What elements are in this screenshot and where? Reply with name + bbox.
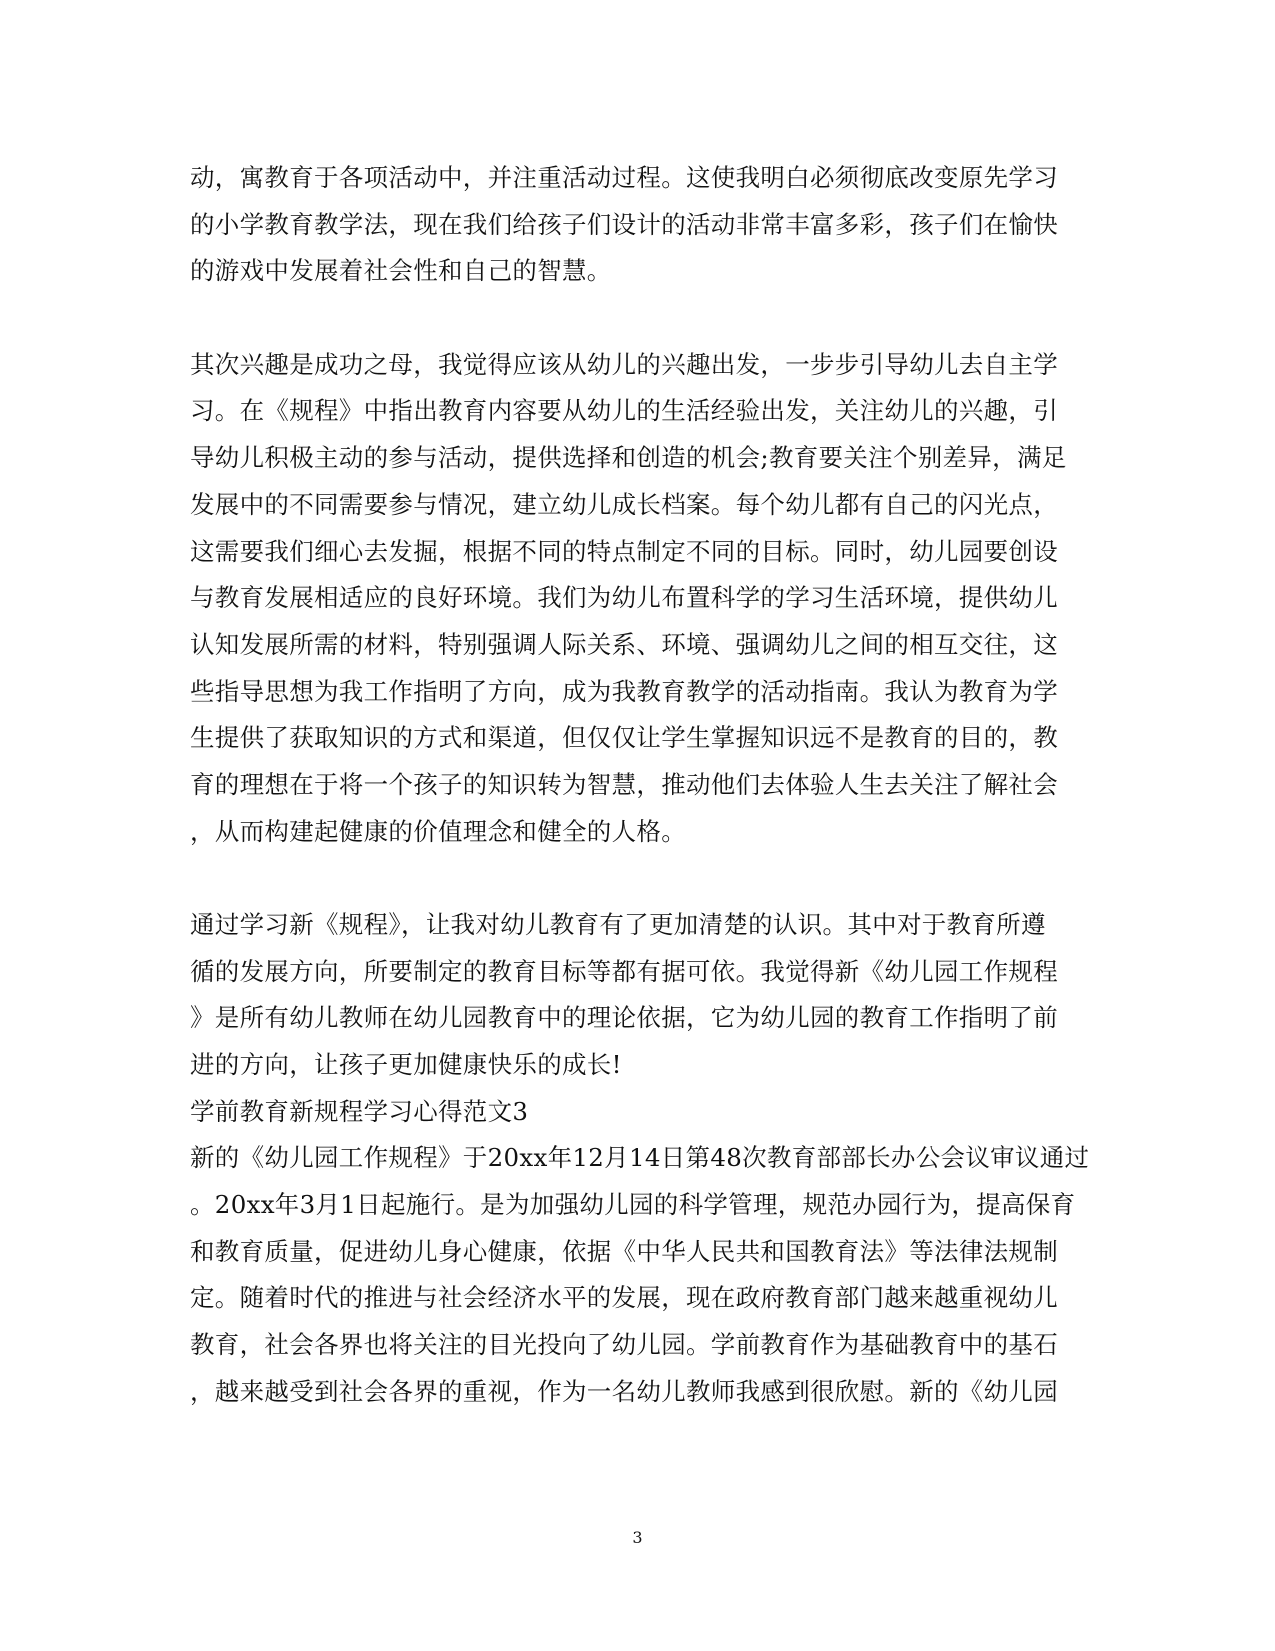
text-line: 。20xx年3月1日起施行。是为加强幼儿园的科学管理，规范办园行为，提高保育 [190,1190,1076,1219]
text-line: 教育，社会各界也将关注的目光投向了幼儿园。学前教育作为基础教育中的基石 [190,1330,1058,1359]
section-heading: 学前教育新规程学习心得范文3 [190,1097,529,1126]
text-line: 这需要我们细心去发掘，根据不同的特点制定不同的目标。同时，幼儿园要创设 [190,537,1058,566]
page-number: 3 [632,1528,643,1547]
text-line: 生提供了获取知识的方式和渠道，但仅仅让学生掌握知识远不是教育的目的，教 [190,723,1058,752]
text-line: ，从而构建起健康的价值理念和健全的人格。 [190,817,686,846]
text-line: 新的《幼儿园工作规程》于20xx年12月14日第48次教育部部长办公会议审议通过 [190,1143,1090,1172]
text-line: 》是所有幼儿教师在幼儿园教育中的理论依据，它为幼儿园的教育工作指明了前 [190,1003,1058,1032]
text-line: 定。随着时代的推进与社会经济水平的发展，现在政府教育部门越来越重视幼儿 [190,1283,1058,1312]
text-line: 些指导思想为我工作指明了方向，成为我教育教学的活动指南。我认为教育为学 [190,677,1058,706]
text-line: 习。在《规程》中指出教育内容要从幼儿的生活经验出发，关注幼儿的兴趣，引 [190,396,1058,425]
text-line: 通过学习新《规程》，让我对幼儿教育有了更加清楚的认识。其中对于教育所遵 [190,910,1046,939]
text-line: 的游戏中发展着社会性和自己的智慧。 [190,256,612,285]
text-line: 其次兴趣是成功之母，我觉得应该从幼儿的兴趣出发，一步步引导幼儿去自主学 [190,350,1058,379]
text-line: 和教育质量，促进幼儿身心健康，依据《中华人民共和国教育法》等法律法规制 [190,1237,1058,1266]
text-line: ，越来越受到社会各界的重视，作为一名幼儿教师我感到很欣慰。新的《幼儿园 [190,1377,1058,1406]
text-line: 循的发展方向，所要制定的教育目标等都有据可依。我觉得新《幼儿园工作规程 [190,957,1058,986]
text-line: 导幼儿积极主动的参与活动，提供选择和创造的机会;教育要关注个别差异，满足 [190,443,1067,472]
text-line: 认知发展所需的材料，特别强调人际关系、环境、强调幼儿之间的相互交往，这 [190,630,1058,659]
text-line: 与教育发展相适应的良好环境。我们为幼儿布置科学的学习生活环境，提供幼儿 [190,583,1058,612]
text-line: 进的方向，让孩子更加健康快乐的成长! [190,1050,622,1079]
text-line: 动，寓教育于各项活动中，并注重活动过程。这使我明白必须彻底改变原先学习 [190,163,1058,192]
text-line: 的小学教育教学法，现在我们给孩子们设计的活动非常丰富多彩，孩子们在愉快 [190,210,1058,239]
text-line: 发展中的不同需要参与情况，建立幼儿成长档案。每个幼儿都有自己的闪光点， [190,490,1058,519]
text-line: 育的理想在于将一个孩子的知识转为智慧，推动他们去体验人生去关注了解社会 [190,770,1058,799]
